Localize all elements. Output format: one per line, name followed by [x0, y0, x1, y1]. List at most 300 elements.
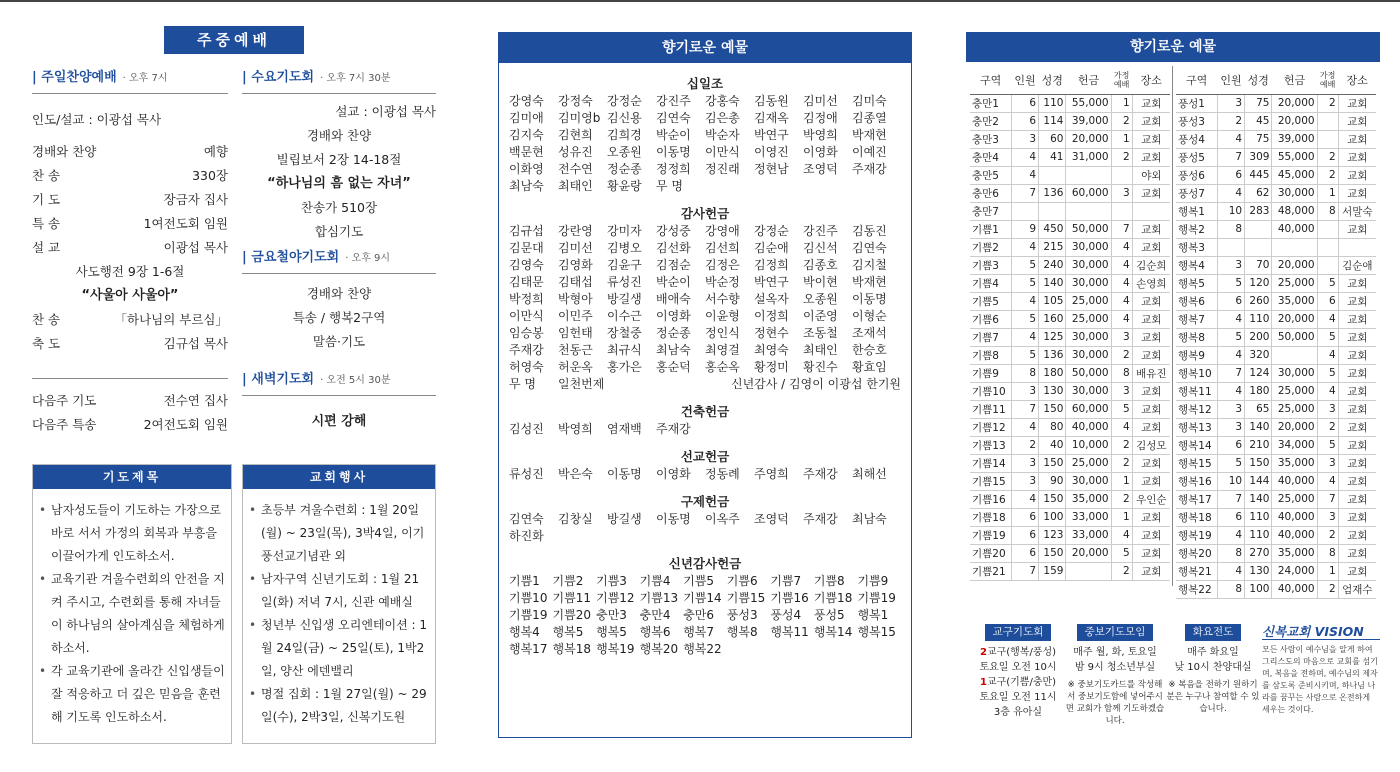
table-cell: 30,000 [1066, 472, 1111, 490]
donor-name: 주재강 [852, 162, 887, 176]
donor-name: 허운옥 [558, 360, 593, 374]
table-cell: 교회 [1338, 454, 1376, 472]
wednesday-line: 합심기도 [314, 224, 364, 239]
table-row [1176, 418, 1376, 436]
table-cell: 10,000 [1066, 436, 1111, 454]
table-cell: 2 [1317, 580, 1338, 598]
table-cell: 3 [1317, 454, 1338, 472]
order-row [32, 188, 228, 212]
order-row [32, 164, 228, 188]
table-cell: 기쁨1 [970, 220, 1011, 238]
donor-name: 행복5 [552, 625, 584, 639]
prayer-topic-item: • 교육기관 겨울수련회의 안전을 지켜 주시고, 수련회를 통해 자녀들이 하나님의 살아계심을 체험하게 하소서. [39, 568, 225, 660]
donor-name: 오종원 [803, 292, 838, 306]
table-cell: 2 [1317, 166, 1338, 184]
donor-name: 정순종 [656, 326, 691, 340]
donor-name: 이동명 [656, 145, 691, 159]
donor-name: 이준영 [803, 309, 838, 323]
table-cell: 배유진 [1132, 364, 1170, 382]
table-cell: 4 [1111, 310, 1132, 328]
table-cell: 교회 [1338, 490, 1376, 508]
table-cell: 130 [1245, 562, 1272, 580]
table-row [1176, 274, 1376, 292]
donor-name: 방길생 [607, 512, 642, 526]
table-cell: 35,000 [1272, 454, 1317, 472]
table-cell: 39,000 [1272, 130, 1317, 148]
table-cell: 309 [1245, 148, 1272, 166]
wednesday-line: 빌립보서 2장 14-18절 [276, 152, 402, 167]
next-week-row-label: 다음주 기도 [32, 393, 97, 408]
table-cell: 6 [1217, 508, 1244, 526]
donor-name: 박순정 [705, 275, 740, 289]
donor-name: 조재석 [852, 326, 887, 340]
table-cell: 2 [1111, 454, 1132, 472]
donor-name: 최남숙 [509, 179, 544, 193]
table-cell: 10 [1217, 202, 1244, 220]
donor-name: 최태인 [803, 343, 838, 357]
table-row [970, 382, 1170, 400]
table-cell: 교회 [1338, 292, 1376, 310]
offering-category: 선교헌금 [680, 449, 730, 464]
table-cell: 기쁨20 [970, 544, 1011, 562]
donor-name: 류성진 [607, 275, 642, 289]
donor-name: 정정희 [656, 162, 691, 176]
table-cell: 기쁨16 [970, 490, 1011, 508]
table-cell: 20,000 [1272, 94, 1317, 112]
column-header: 구역 [970, 66, 1011, 94]
table-cell: 기쁨3 [970, 256, 1011, 274]
donor-name: 일천번제 [558, 377, 605, 391]
offering-category: 감사헌금 [680, 206, 730, 221]
weekday-worship-title: 주중예배 [164, 26, 304, 54]
donor-name: 이수근 [607, 309, 642, 323]
table-cell: 기쁨18 [970, 508, 1011, 526]
table-cell: 30,000 [1066, 274, 1111, 292]
table-row [970, 148, 1170, 166]
table-row [970, 454, 1170, 472]
table-cell: 8 [1317, 544, 1338, 562]
donor-name: 박이현 [803, 275, 838, 289]
donor-name: 이화영 [509, 162, 544, 176]
donor-name: 무 명 [509, 377, 536, 391]
donor-name: 주영희 [754, 467, 789, 481]
district-prayer-info: 교구기도회 2교구(행복/풍성) 토요일 오전 10시 1교구(기쁨/충만) 토요일 오전 11시 3층 유아실 [979, 626, 1057, 718]
table-cell: 62 [1245, 184, 1272, 202]
donor-name: 김영숙 [509, 258, 544, 272]
donor-name: 무 명 [656, 179, 683, 193]
donor-name-list [509, 93, 901, 195]
table-cell: 기쁨8 [970, 346, 1011, 364]
table-cell: 123 [1039, 526, 1066, 544]
donor-name: 배애숙 [656, 292, 691, 306]
donor-name: 황효임 [852, 360, 887, 374]
donor-name: 강정순 [754, 224, 789, 238]
table-row [970, 238, 1170, 256]
table-cell: 3 [1317, 508, 1338, 526]
donor-name: 이정희 [754, 309, 789, 323]
table-row [1176, 220, 1376, 238]
table-row [970, 508, 1170, 526]
table-row [970, 418, 1170, 436]
table-row [970, 94, 1170, 112]
table-cell: 김순애 [1338, 256, 1376, 274]
table-cell: 8 [1217, 544, 1244, 562]
donor-name: 행복14 [813, 625, 853, 639]
table-cell: 140 [1039, 274, 1066, 292]
donor-name: 김신용 [607, 111, 642, 125]
donor-name: 서수향 [705, 292, 740, 306]
table-cell: 30,000 [1066, 328, 1111, 346]
table-row [970, 562, 1170, 580]
table-cell: 25,000 [1272, 382, 1317, 400]
donor-name: 최규식 [607, 343, 642, 357]
table-cell: 150 [1039, 400, 1066, 418]
table-cell: 2 [1111, 562, 1132, 580]
table-cell: 30,000 [1066, 346, 1111, 364]
table-cell: 행복6 [1176, 292, 1217, 310]
table-cell: 기쁨6 [970, 310, 1011, 328]
table-cell: 행복12 [1176, 400, 1217, 418]
donor-name: 박재현 [852, 275, 887, 289]
table-row [970, 364, 1170, 382]
order-row [32, 212, 228, 236]
donor-name: 기쁨9 [857, 574, 889, 588]
table-row [1176, 346, 1376, 364]
table-cell: 5 [1011, 256, 1038, 274]
donor-name: 박순이 [656, 128, 691, 142]
table-cell: 교회 [1132, 544, 1170, 562]
table-cell: 6 [1011, 94, 1038, 112]
donor-name: 기쁨3 [596, 574, 627, 588]
table-cell: 24,000 [1272, 562, 1317, 580]
table-cell: 기쁨5 [970, 292, 1011, 310]
donor-name: 김재옥 [754, 111, 789, 125]
table-cell: 270 [1245, 544, 1272, 562]
donor-name: 박연구 [754, 128, 789, 142]
donor-name: 이만식 [705, 145, 740, 159]
table-cell: 교회 [1338, 346, 1376, 364]
order-row-label: 기 도 [32, 192, 61, 207]
table-cell [1317, 238, 1338, 256]
donor-name: 김성진 [509, 422, 544, 436]
table-cell: 8 [1011, 364, 1038, 382]
table-cell: 3 [1011, 130, 1038, 148]
table-cell: 교회 [1132, 238, 1170, 256]
table-cell [1066, 166, 1111, 184]
table-cell: 30,000 [1066, 382, 1111, 400]
church-events-box [242, 464, 436, 744]
table-row [1176, 472, 1376, 490]
table-cell: 교회 [1132, 400, 1170, 418]
donor-name: 김선화 [656, 241, 691, 255]
table-cell: 40,000 [1272, 220, 1317, 238]
table-cell: 7 [1217, 490, 1244, 508]
table-cell: 140 [1245, 490, 1272, 508]
donor-name: 한승호 [852, 343, 887, 357]
table-cell: 행복21 [1176, 562, 1217, 580]
table-cell: 행복18 [1176, 508, 1217, 526]
table-cell: 4 [1111, 274, 1132, 292]
donor-name: 기쁨1 [509, 574, 540, 588]
table-cell: 31,000 [1066, 148, 1111, 166]
donor-name [607, 376, 656, 393]
offering-category: 건축헌금 [680, 404, 730, 419]
table-header-row [970, 66, 1170, 94]
donor-name: 김종열 [852, 111, 887, 125]
table-cell: 3 [1011, 454, 1038, 472]
donor-name: 기쁨14 [683, 591, 722, 605]
table-cell: 50,000 [1066, 364, 1111, 382]
donor-name: 기쁨18 [813, 591, 853, 605]
table-row [1176, 184, 1376, 202]
donor-name: 김미선 [803, 94, 838, 108]
table-cell: 4 [1111, 292, 1132, 310]
offering-title: 향기로운 예물 [499, 33, 911, 63]
table-cell: 5 [1217, 328, 1244, 346]
table-cell: 283 [1245, 202, 1272, 220]
sunday-service [32, 66, 228, 437]
table-row [1176, 526, 1376, 544]
table-cell: 2 [1111, 148, 1132, 166]
table-cell: 120 [1245, 274, 1272, 292]
table-cell: 교회 [1338, 382, 1376, 400]
table-cell [1317, 256, 1338, 274]
table-cell: 320 [1245, 346, 1272, 364]
prayer-topics-title: 기도제목 [33, 465, 231, 489]
midweek-services [242, 66, 436, 434]
table-row [1176, 580, 1376, 598]
donor-name: 기쁨5 [683, 574, 715, 588]
donor-name: 김동원 [754, 94, 789, 108]
table-cell: 행복9 [1176, 346, 1217, 364]
table-cell: 45,000 [1272, 166, 1317, 184]
prayer-topic-item: • 각 교육기관에 올라간 신입생들이 잘 적응하고 더 깊은 믿음을 훈련해 기도록 인도하소서. [39, 660, 225, 729]
donor-name: 풍성3 [726, 608, 758, 622]
table-cell: 행복16 [1176, 472, 1217, 490]
table-cell: 풍성3 [1176, 112, 1217, 130]
donor-name: 기쁨12 [596, 591, 635, 605]
donor-name: 오종원 [607, 145, 642, 159]
leader-line: 인도/설교 : 이광섭 목사 [32, 112, 162, 127]
table-row [970, 256, 1170, 274]
friday-line: 경배와 찬양 [306, 286, 372, 301]
table-cell: 4 [1011, 328, 1038, 346]
table-cell [1272, 346, 1317, 364]
table-cell: 45 [1245, 112, 1272, 130]
order-row-label: 찬 송 [32, 168, 61, 183]
table-cell: 65 [1245, 400, 1272, 418]
donor-name: 김문대 [509, 241, 544, 255]
table-cell: 기쁨10 [970, 382, 1011, 400]
table-cell: 30,000 [1272, 364, 1317, 382]
intercession-info: 중보기도모임 매주 월, 화, 토요일 밤 9시 청소년부실 ※ 중보기도카드를 작성해서 중보기도함에 넣어주시면 교회가 함께 기도하겠습니다. [1065, 626, 1165, 726]
donor-name: 최남숙 [852, 512, 887, 526]
table-cell: 180 [1039, 364, 1066, 382]
table-row [970, 490, 1170, 508]
table-cell [1245, 238, 1272, 256]
table-cell: 행복20 [1176, 544, 1217, 562]
table-cell: 교회 [1338, 400, 1376, 418]
table-row [970, 436, 1170, 454]
table-cell: 교회 [1132, 94, 1170, 112]
donor-name: 정현수 [754, 326, 789, 340]
table-row [970, 292, 1170, 310]
table-cell: 35,000 [1272, 544, 1317, 562]
donor-name: 기쁨10 [509, 591, 548, 605]
table-cell: 9 [1011, 220, 1038, 238]
table-cell: 25,000 [1066, 292, 1111, 310]
table-row [1176, 490, 1376, 508]
donor-name: 임승봉 [509, 326, 544, 340]
attendance-panel [966, 32, 1380, 738]
donor-name: 기쁨4 [639, 574, 671, 588]
table-cell: 6 [1217, 292, 1244, 310]
table-cell: 75 [1245, 94, 1272, 112]
table-cell: 교회 [1132, 130, 1170, 148]
column-header: 구역 [1176, 66, 1217, 94]
table-cell: 20,000 [1272, 256, 1317, 274]
table-cell: 4 [1217, 562, 1244, 580]
column-header: 성경 [1039, 66, 1066, 94]
friday-line: 특송 / 행복2구역 [292, 310, 386, 325]
donor-name: 강진주 [803, 224, 838, 238]
table-cell: 35,000 [1272, 292, 1317, 310]
table-cell: 교회 [1338, 112, 1376, 130]
table-cell: 30,000 [1066, 238, 1111, 256]
order-row [32, 332, 228, 356]
table-cell: 60,000 [1066, 184, 1111, 202]
table-cell: 기쁨14 [970, 454, 1011, 472]
table-cell: 행복7 [1176, 310, 1217, 328]
wednesday-line: 경배와 찬양 [306, 128, 372, 143]
donor-name: 박형아 [558, 292, 593, 306]
table-cell: 6 [1317, 292, 1338, 310]
table-cell: 5 [1111, 544, 1132, 562]
table-cell: 6 [1217, 166, 1244, 184]
table-cell: 4 [1011, 148, 1038, 166]
table-cell [1317, 130, 1338, 148]
column-header: 인원 [1011, 66, 1038, 94]
vision-text: 모든 사람이 예수님을 알게 하여 그리스도의 마음으로 교회를 섬기며, 복음을 전하며, 예수님의 제자를 삼도록 준비시키며, 하나님 나라를 꿈꾸는 사람으로 온전하게 세우는 것이다. [1262, 645, 1378, 714]
donor-name: 황윤랑 [607, 179, 642, 193]
table-cell: 4 [1111, 256, 1132, 274]
column-header: 가정 예배 [1111, 66, 1132, 94]
donor-name: 행복7 [683, 625, 715, 639]
donor-name: 기쁨11 [552, 591, 592, 605]
church-events-title: 교회행사 [243, 465, 435, 489]
table-divider [1172, 66, 1173, 586]
donor-name: 주재강 [803, 512, 838, 526]
column-header: 장소 [1132, 66, 1170, 94]
table-cell: 200 [1245, 328, 1272, 346]
table-cell: 행복22 [1176, 580, 1217, 598]
friday-line: 말씀·기도 [312, 334, 366, 349]
table-cell: 풍성4 [1176, 130, 1217, 148]
donor-name: 이형순 [852, 309, 887, 323]
table-cell: 110 [1245, 508, 1272, 526]
donor-name: 김규섭 [509, 224, 544, 238]
donor-name: 행복17 [509, 642, 548, 656]
donor-name: 최태인 [558, 179, 593, 193]
wednesday-sermon-title: “하나님의 흠 없는 자녀” [267, 176, 411, 191]
table-cell: 교회 [1132, 292, 1170, 310]
donor-name: 김영화 [558, 258, 593, 272]
table-cell: 3 [1111, 184, 1132, 202]
table-cell: 충만4 [970, 148, 1011, 166]
next-week-row [32, 413, 228, 437]
table-cell: 교회 [1338, 526, 1376, 544]
table-cell: 1 [1111, 130, 1132, 148]
table-cell: 4 [1317, 382, 1338, 400]
donor-name: 이윤형 [705, 309, 740, 323]
order-row-label: 경배와 찬양 [32, 144, 97, 159]
table-row [1176, 382, 1376, 400]
table-cell: 3 [1217, 94, 1244, 112]
table-cell: 행복5 [1176, 274, 1217, 292]
table-cell: 40 [1039, 436, 1066, 454]
table-cell: 행복19 [1176, 526, 1217, 544]
table-row [1176, 202, 1376, 220]
table-cell: 110 [1039, 94, 1066, 112]
attendance-table-left [970, 66, 1170, 581]
donor-name: 기쁨8 [813, 574, 845, 588]
order-row-value: 이광섭 목사 [163, 240, 228, 255]
table-cell: 39,000 [1066, 112, 1111, 130]
table-cell: 교회 [1338, 418, 1376, 436]
donor-name: 풍성5 [813, 608, 845, 622]
offering-category: 구제헌금 [680, 494, 730, 509]
donor-name: 홍순옥 [705, 360, 740, 374]
table-cell: 160 [1039, 310, 1066, 328]
attendance-title: 향기로운 예물 [966, 32, 1380, 62]
table-cell: 행복11 [1176, 382, 1217, 400]
table-cell: 2 [1317, 526, 1338, 544]
table-cell: 4 [1011, 166, 1038, 184]
table-cell: 교회 [1338, 94, 1376, 112]
table-cell: 20,000 [1066, 544, 1111, 562]
table-cell: 7 [1011, 562, 1038, 580]
donor-name: 강미자 [607, 224, 642, 238]
table-row [1176, 364, 1376, 382]
table-cell: 4 [1111, 526, 1132, 544]
table-cell: 2 [1111, 436, 1132, 454]
donor-name: 김정희 [754, 258, 789, 272]
table-cell: 114 [1039, 112, 1066, 130]
donor-name: 주재강 [803, 467, 838, 481]
donor-name-list [509, 511, 901, 545]
table-row [1176, 562, 1376, 580]
table-cell: 110 [1245, 310, 1272, 328]
tuesday-evangelism-info: 화요전도 매주 화요일 낮 10시 찬양대실 ※ 복음을 전하기 원하기 분은 누구나 참여할 수 있습니다. [1166, 626, 1260, 714]
donor-name: 이동명 [607, 467, 642, 481]
table-cell: 136 [1039, 346, 1066, 364]
table-cell: 150 [1039, 544, 1066, 562]
table-cell: 5 [1111, 400, 1132, 418]
donor-name: 신년감사 / 김영이 이광섭 한기원 [731, 377, 901, 391]
next-week-row-value: 2여전도회 임원 [143, 417, 228, 432]
church-event-item: • 청년부 신입생 오리엔테이션 : 1월 24일(금) ~ 25일(토), 1박2일, 양산 에덴밸리 [249, 614, 429, 683]
donor-name: 박순자 [705, 128, 740, 142]
donor-name: 강영숙 [509, 94, 544, 108]
order-row-label: 특 송 [32, 216, 61, 231]
table-cell: 7 [1011, 184, 1038, 202]
table-cell: 80 [1039, 418, 1066, 436]
table-cell: 풍성1 [1176, 94, 1217, 112]
table-cell: 136 [1039, 184, 1066, 202]
table-cell: 6 [1217, 436, 1244, 454]
donor-name: 정동례 [705, 467, 740, 481]
table-cell: 교회 [1338, 184, 1376, 202]
